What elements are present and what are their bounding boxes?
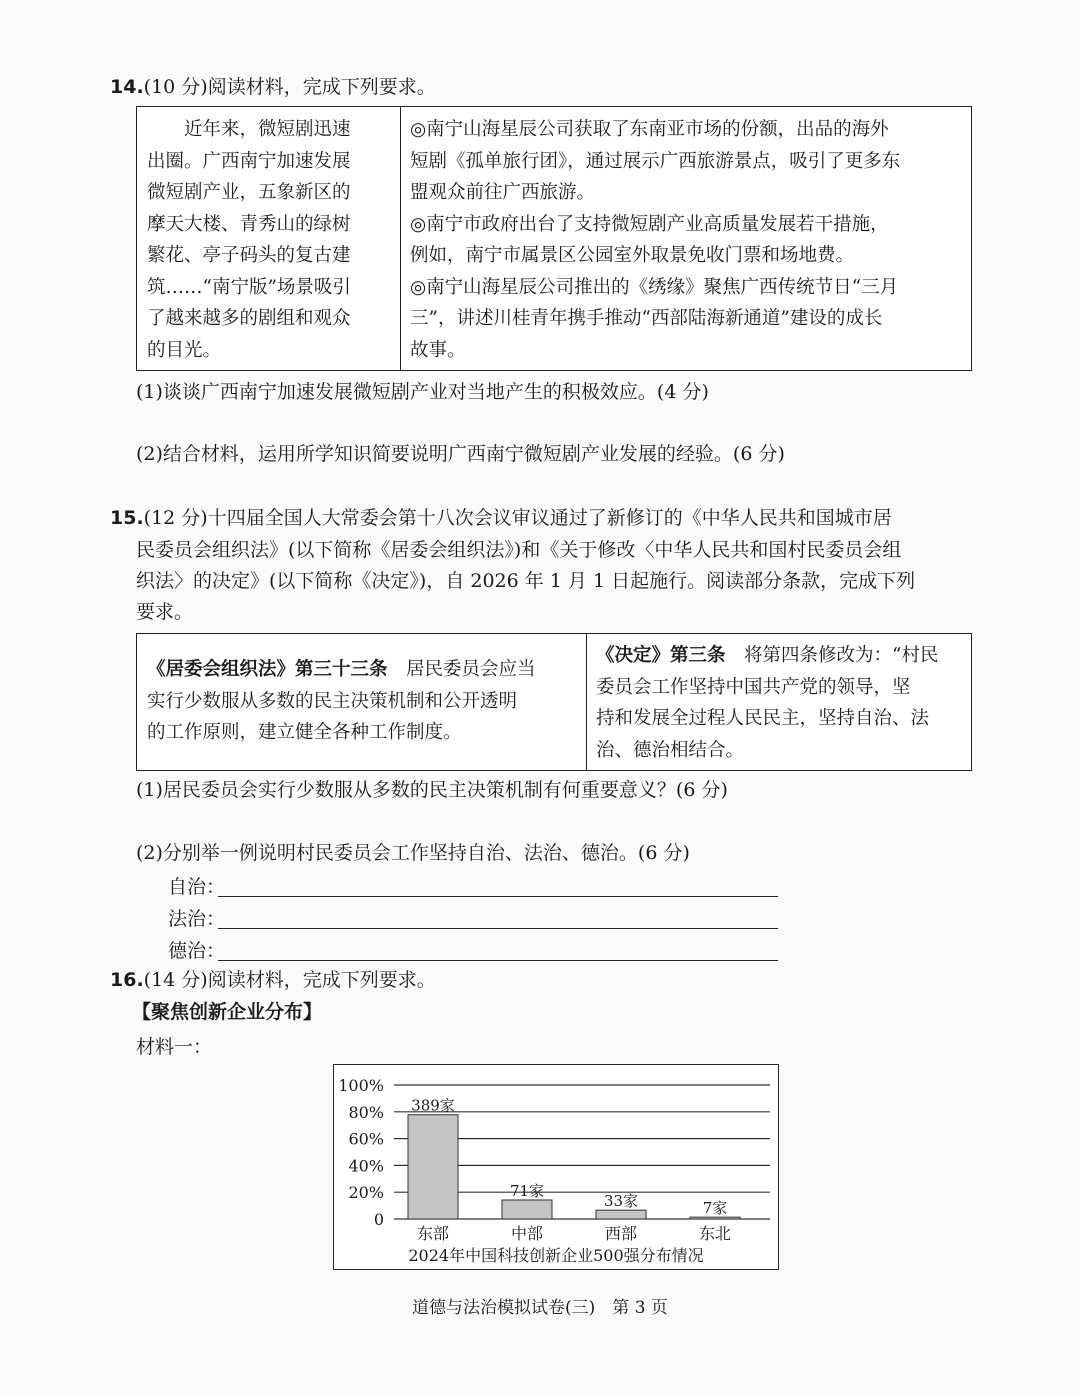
bar-value-label-3: 7家 xyxy=(702,1199,728,1218)
q14-left-line-0: 近年来，微短剧迅速 xyxy=(147,119,351,140)
q14-title-text: (10 分)阅读材料，完成下列要求。 xyxy=(143,76,436,98)
q16-section-heading: 【聚焦创新企业分布】 xyxy=(132,1001,323,1023)
q14-table-divider xyxy=(400,107,401,370)
q14-left-line-1: 出圈。广西南宁加速发展 xyxy=(147,150,351,172)
q14-right-line-0: ◎南宁山海星辰公司获取了东南亚市场的份额，出品的海外 xyxy=(410,119,889,140)
q14-left-line-6: 了越来越多的剧组和观众 xyxy=(147,308,351,329)
q14-right-line-3: ◎南宁市政府出台了支持微短剧产业高质量发展若干措施， xyxy=(410,213,889,235)
q15-line-3: 要求。 xyxy=(136,601,194,623)
x-tick-label-3: 东北 xyxy=(698,1224,732,1243)
q14-sub2: (2)结合材料，运用所学知识简要说明广西南宁微短剧产业发展的经验。(6 分) xyxy=(136,443,785,465)
x-tick-label-2: 西部 xyxy=(604,1224,638,1243)
q15-sub2: (2)分别举一例说明村民委员会工作坚持自治、法治、德治。(6 分) xyxy=(136,842,690,864)
chart-title: 2024年中国科技创新企业500强分布情况 xyxy=(408,1246,704,1265)
q15-left-first: 居民委员会应当 xyxy=(387,659,536,680)
y-tick-label-0: 100% xyxy=(338,1076,384,1095)
bar-value-label-0: 389家 xyxy=(411,1096,455,1115)
bar-0 xyxy=(408,1115,458,1219)
fill-label-zizhi: 自治： xyxy=(168,876,226,898)
y-tick-label-4: 20% xyxy=(348,1183,384,1203)
y-tick-label-3: 40% xyxy=(348,1156,384,1176)
q16-title-text: (14 分)阅读材料，完成下列要求。 xyxy=(143,969,436,991)
q14-right-cell xyxy=(410,114,966,366)
fill-blank-dezhi[interactable] xyxy=(218,960,778,961)
q14-right-line-7: 故事。 xyxy=(410,339,466,361)
q15-left-line-0: 实行少数服从多数的民主决策机制和公开透明 xyxy=(147,690,518,712)
q15-sub1: (1)居民委员会实行少数服从多数的民主决策机制有何重要意义？(6 分) xyxy=(136,779,728,801)
y-tick-label-1: 80% xyxy=(348,1102,384,1122)
q15-line-1: 民委员会组织法》(以下简称《居委会组织法》)和《关于修改〈中华人民共和国村民委员会组 xyxy=(136,539,902,561)
q14-number: 14. xyxy=(110,76,144,98)
q15-clause-table xyxy=(136,633,972,771)
q14-right-line-5: ◎南宁山海星辰公司推出的《绣缘》聚焦广西传统节日“三月 xyxy=(410,276,899,298)
bar-2 xyxy=(596,1210,646,1219)
q15-left-heading: 《居委会组织法》第三十三条 xyxy=(147,659,388,680)
q15-right-cell xyxy=(596,640,966,766)
fill-blank-fazhi[interactable] xyxy=(218,928,778,929)
q14-material-table xyxy=(136,106,972,371)
q14-sub1: (1)谈谈广西南宁加速发展微短剧产业对当地产生的积极效应。(4 分) xyxy=(136,381,709,403)
page-footer: 道德与法治模拟试卷(三) 第 3 页 xyxy=(412,1298,668,1318)
q14-left-line-3: 摩天大楼、青秀山的绿树 xyxy=(147,213,351,235)
q14-title xyxy=(110,72,436,103)
q15-right-line-0: 委员会工作坚持中国共产党的领导，坚 xyxy=(596,676,911,698)
q14-left-line-5: 筑……“南宁版”场景吸引 xyxy=(147,276,351,298)
q15-right-line-2: 治、德治相结合。 xyxy=(596,739,745,761)
q14-left-line-7: 的目光。 xyxy=(147,339,222,361)
q14-left-line-2: 微短剧产业，五象新区的 xyxy=(147,182,351,203)
q14-right-line-1: 短剧《孤单旅行团》，通过展示广西旅游景点，吸引了更多东 xyxy=(410,150,901,172)
q15-line-2: 织法〉的决定》(以下简称《决定》)，自 2026 年 1 月 1 日起施行。阅读部分条款，完成下列 xyxy=(136,570,916,592)
fill-label-fazhi: 法治： xyxy=(168,908,226,930)
q14-right-line-2: 盟观众前往广西旅游。 xyxy=(410,182,596,203)
y-tick-label-2: 60% xyxy=(348,1129,384,1149)
bar-chart-frame xyxy=(333,1064,779,1270)
fill-blank-zizhi[interactable] xyxy=(218,896,778,897)
q15-right-line-1: 持和发展全过程人民民主，坚持自治、法 xyxy=(596,708,930,729)
q14-right-line-6: 三”，讲述川桂青年携手推动“西部陆海新通道”建设的成长 xyxy=(410,308,883,329)
q15-line-0: (12 分)十四届全国人大常委会第十八次会议审议通过了新修订的《中华人民共和国城市居 xyxy=(143,507,892,529)
bar-3 xyxy=(690,1217,740,1219)
q14-right-line-4: 例如，南宁市属景区公园室外取景免收门票和场地费。 xyxy=(410,245,855,266)
q16-title xyxy=(110,965,436,996)
q15-right-first: 将第四条修改为：“村民 xyxy=(725,645,939,666)
q14-left-line-4: 繁花、亭子码头的复古建 xyxy=(147,245,351,266)
q16-number: 16. xyxy=(110,969,144,991)
q16-material-label: 材料一： xyxy=(136,1036,213,1058)
bar-1 xyxy=(502,1200,552,1219)
q15-left-cell xyxy=(147,654,581,749)
x-tick-label-0: 东部 xyxy=(416,1224,450,1243)
q15-right-heading: 《决定》第三条 xyxy=(596,645,726,666)
bar-chart xyxy=(334,1065,778,1269)
bar-value-label-1: 71家 xyxy=(509,1181,545,1200)
bar-value-label-2: 33家 xyxy=(603,1192,639,1211)
y-tick-label-5: 0 xyxy=(373,1210,384,1229)
q15-left-line-1: 的工作原则，建立健全各种工作制度。 xyxy=(147,722,462,743)
q15-table-divider xyxy=(586,634,587,770)
q14-left-cell xyxy=(147,114,395,366)
q15-number: 15. xyxy=(110,507,144,529)
x-tick-label-1: 中部 xyxy=(510,1224,544,1243)
fill-label-dezhi: 德治： xyxy=(168,940,226,962)
q15-title xyxy=(110,503,892,534)
